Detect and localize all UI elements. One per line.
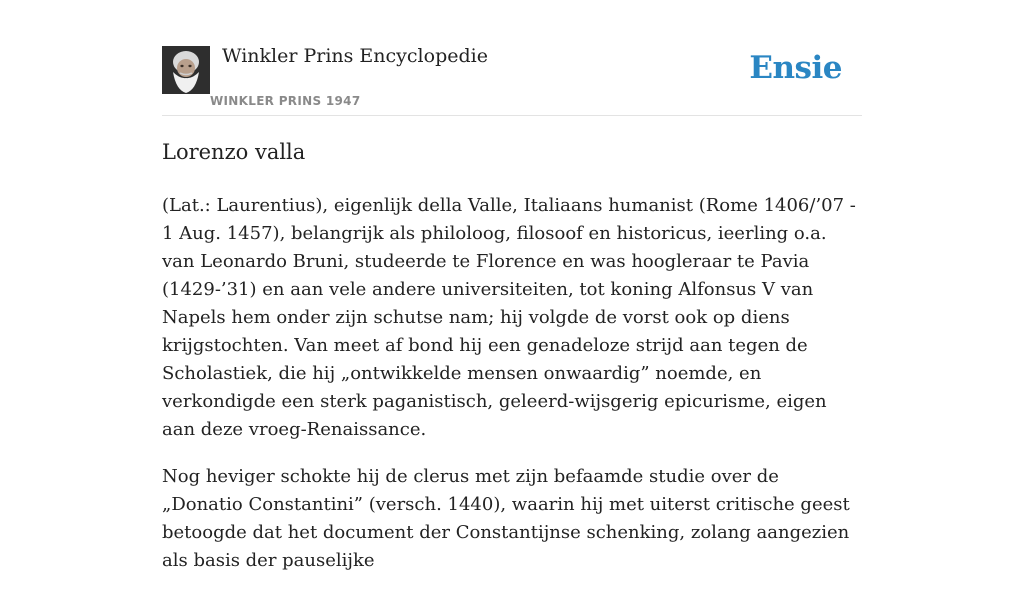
bearded-man-portrait-icon <box>162 46 210 94</box>
article-body <box>162 192 862 594</box>
ensie-logo-link[interactable]: Ensie <box>749 50 842 86</box>
article-paragraph-1: (Lat.: Laurentius), eigenlijk della Valle, Italiaans humanist (Rome 1406/’07 - 1 Aug. 1457), belangrijk als philoloog, filosoof en historicus, ieerling o.a. van Leonardo Bruni, studeerde te Florence en was hoogleraar te Pavia (1429-’31) en aan vele andere universiteiten, tot koning Alfonsus V van Napels hem onder zijn schutse nam; hij volgde de vorst ook op diens krijgstochten. Van meet af bond hij een genadeloze strijd aan tegen de Scholastiek, die hij „ontwikkelde mensen onwaardig” noemde, en verkondigde een sterk paganistisch, geleerd-wijsgerig epicurisme, eigen aan deze vroeg-Renaissance. <box>162 195 856 440</box>
article-paragraph-2: Nog heviger schokte hij de clerus met zijn befaamde studie over de „Donatio Constantini” (versch. 1440), waarin hij met uiterst critische geest betoogde dat het document der Constantijnse schenking, zolang aangezien als basis der pauselijke <box>162 466 850 571</box>
article-title: Lorenzo valla <box>162 140 306 164</box>
source-avatar[interactable] <box>162 46 210 94</box>
source-title-link[interactable]: Winkler Prins Encyclopedie <box>222 45 488 67</box>
source-subtitle: WINKLER PRINS 1947 <box>210 94 361 108</box>
source-header <box>162 0 862 116</box>
